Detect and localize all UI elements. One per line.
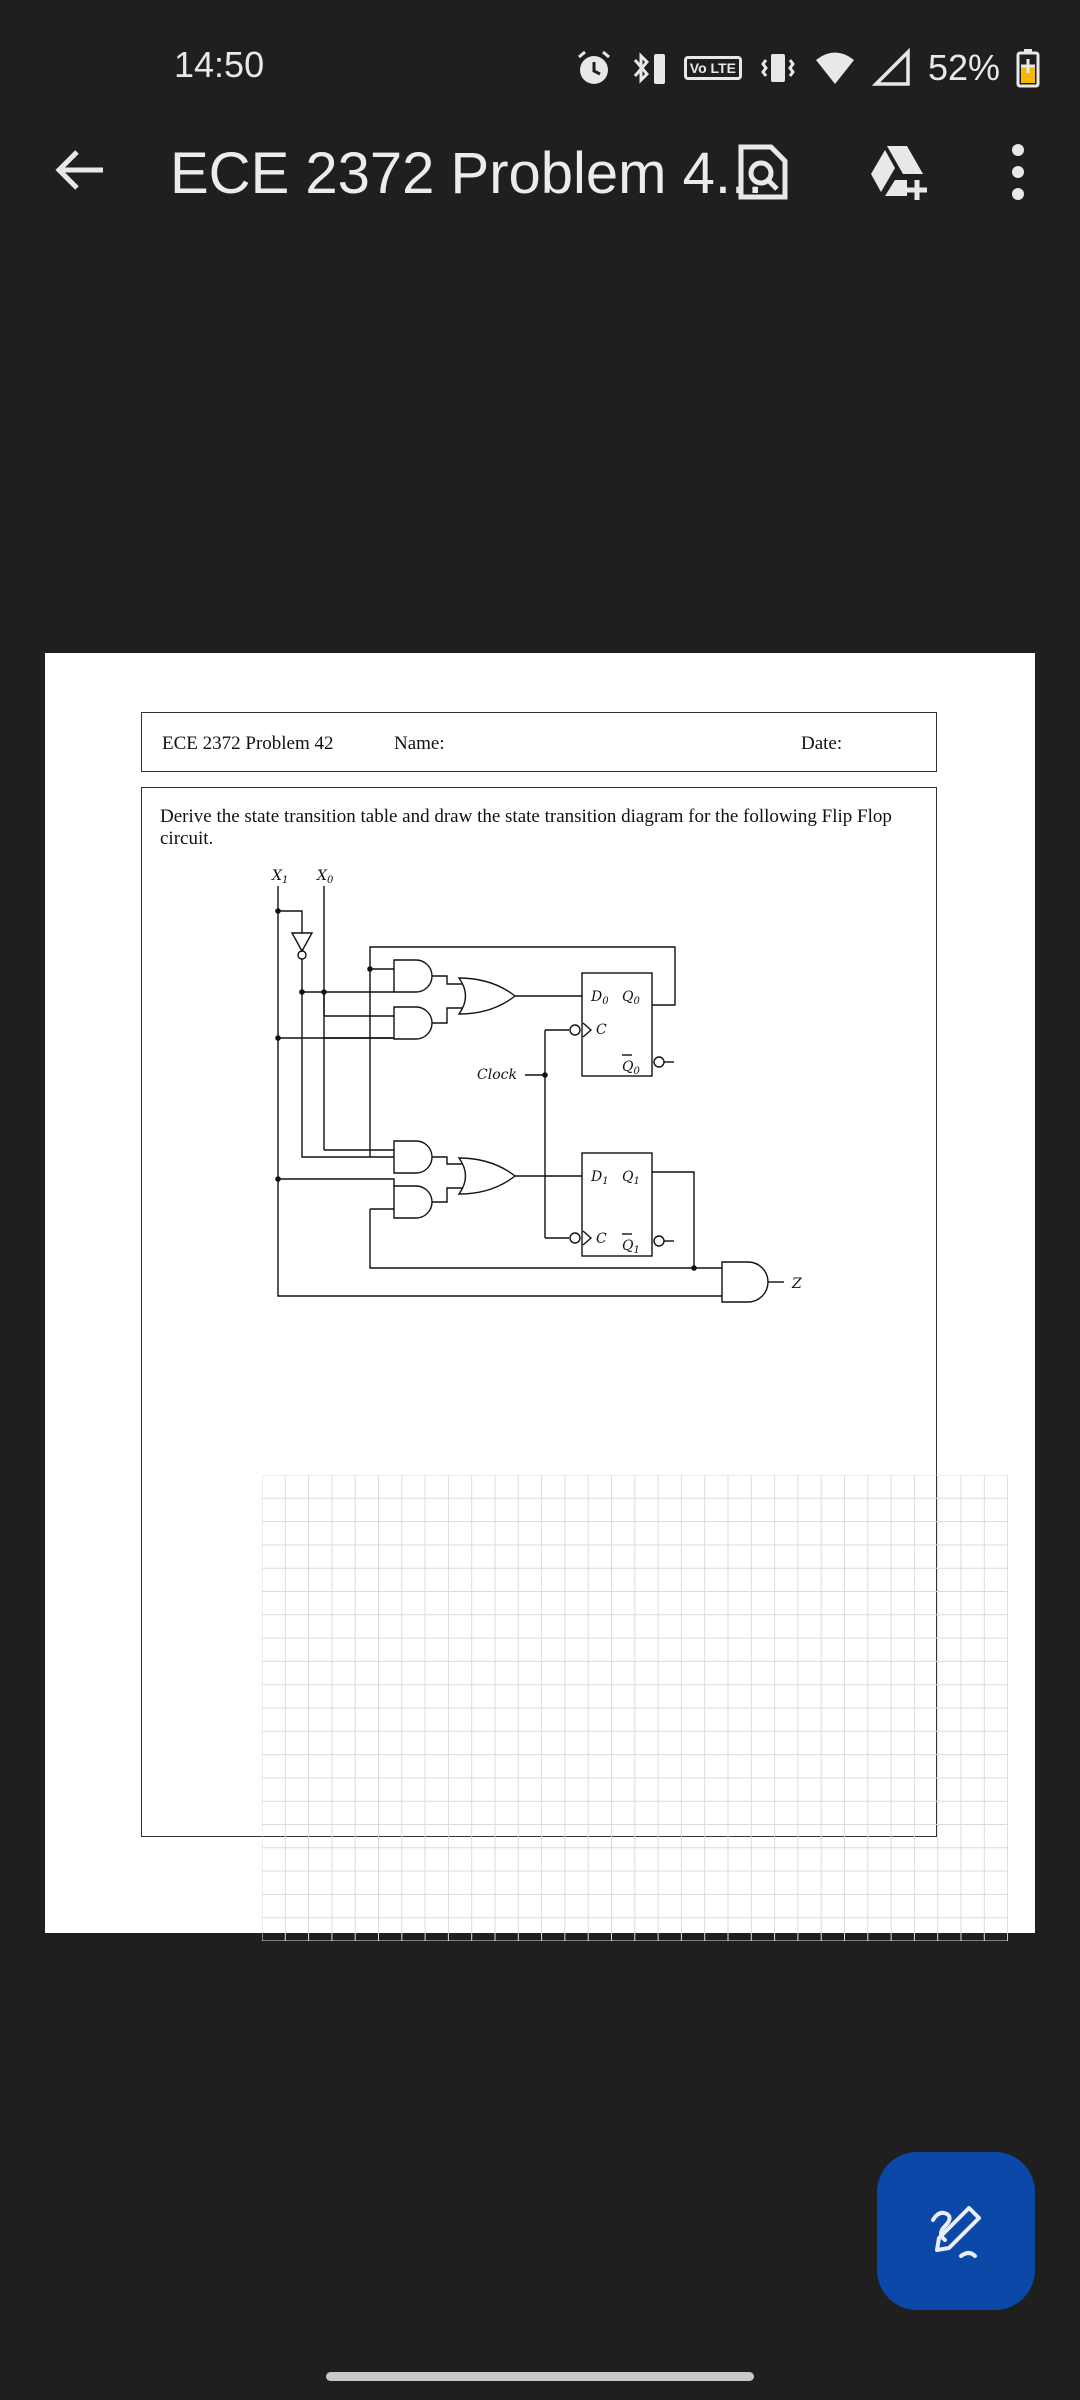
date-label: Date: (801, 733, 843, 754)
volte-icon: Vo LTE (684, 56, 742, 80)
document-title: ECE 2372 Problem 4... (170, 141, 764, 206)
vibrate-icon (758, 48, 798, 88)
flip-flop-circuit-diagram (142, 788, 938, 1468)
graph-paper-grid (262, 1475, 1008, 1941)
answer-grid-area[interactable] (262, 1475, 1008, 1941)
input-x1-label: $X_1$ (272, 868, 289, 886)
battery-percent: 52% (927, 47, 1000, 88)
ff0-q-label: $Q_0$ (622, 989, 640, 1007)
clock-label: Clock (477, 1067, 517, 1083)
ff0-d-label: $D_0$ (591, 989, 609, 1007)
input-x0-label: $X_0$ (317, 868, 334, 886)
status-time: 14:50 (174, 44, 265, 85)
status-bar (0, 0, 1080, 140)
course-label: ECE 2372 Problem 42 (162, 733, 334, 754)
back-button[interactable] (40, 140, 120, 200)
bluetooth-battery-icon (630, 48, 668, 88)
search-in-document-icon (735, 141, 791, 203)
alarm-icon (574, 48, 614, 88)
search-in-document-button[interactable] (723, 138, 803, 206)
drive-add-button[interactable] (858, 138, 938, 206)
signal-icon (872, 48, 912, 88)
problem-instructions: Derive the state transition table and draw the state transition diagram for the following Flip Flop circuit. (160, 806, 892, 849)
ff1-c-label: C (596, 1231, 607, 1247)
ff1-qbar-label: $Q_1$ (622, 1238, 640, 1256)
ff1-q-label: $Q_1$ (622, 1169, 640, 1187)
edit-fab-button[interactable] (877, 2152, 1035, 2310)
app-bar (0, 120, 1080, 220)
document-header (141, 712, 937, 772)
ff0-c-label: C (596, 1022, 607, 1038)
home-indicator[interactable] (326, 2372, 754, 2381)
status-icons (574, 44, 1040, 92)
pen-edit-icon (925, 2200, 987, 2262)
drive-add-icon (865, 142, 931, 202)
battery-charging-icon (1016, 48, 1040, 88)
problem-box (141, 787, 937, 1837)
more-options-button[interactable] (978, 138, 1058, 206)
name-label: Name: (394, 733, 445, 754)
ff1-d-label: $D_1$ (591, 1169, 609, 1187)
wifi-icon (814, 48, 856, 88)
document-page[interactable] (45, 653, 1035, 1933)
ff0-qbar-label: $Q_0$ (622, 1059, 640, 1077)
arrow-left-icon (53, 148, 107, 192)
more-vertical-icon (1008, 142, 1028, 202)
output-z-label: Z (792, 1276, 802, 1292)
